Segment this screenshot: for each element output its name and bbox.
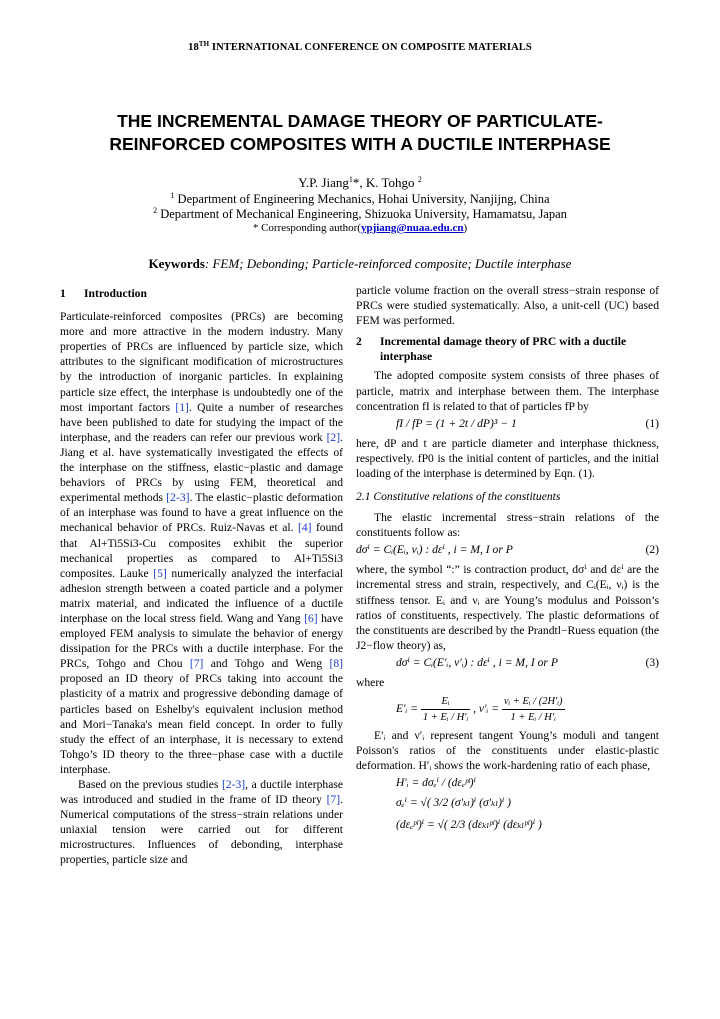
citation-link[interactable]: [5] [153,566,167,580]
section-heading-2: 2 Incremental damage theory of PRC with a ductile interphase [356,335,627,364]
section21-paragraph-3: E′ᵢ and ν′ᵢ represent tangent Young’s moduli and tangent Poisson's ratios of the constituents under elastic-plastic deformation. H′ᵢ shows the work-hardening ratio of each phase, [356,728,659,773]
section2-paragraph-2: here, dP and t are particle diameter and interphase thickness, respectively. fP0 is the initial content of particles, and the initial loading of the interphase is determined by Eqn. (1). [356,436,659,480]
equation-2: dσⁱ = Cᵢ(Eᵢ, νᵢ) : dεⁱ , i = M, I or P (2) [356,543,659,557]
intro-paragraph-1: Particulate-reinforced composites (PRCs) are becoming more and more attractive in the modern industry. Many properties of PRCs are influenced by particle size, which attributes to the significant modification of microstructures by the introduction of inorganic particles. In explaining particle size effect, the interphase is undoubtedly one of the most important factors [1]. Quite a number of researches have been published to date for studying the impact of the interphase, and the readers can refer our previous work [2]. Jiang et al. have systematically investigated the effects of the interphase on the stiffness, elastic−plastic and damage behaviors of PRCs by using FEM, theoretical and experimental methods [2-3]. The elastic−plastic deformation of an interphase was found to have a great influence on the mechanical behavior of PRCs. Ruiz-Navas et al. [4] found that Al+Ti5Si3-Cu composites exhibit the superior mechanical properties as compared to Al+Ti5Si3 composites. Lauke [5] numerically analyzed the interfacial adhesion strength between a coated particle and a polymer matrix material, and indicated the influence of a ductile interphase on the local stress field. Wang and Yang [6] have employed FEM analysis to simulate the behavior of energy dissipation for the PRCs with a ductile interphase. For the PRCs, Tohgo and Chou [7] and Tohgo and Weng [8] proposed an ID theory of PRCs taking into account the plasticity of a matrix and progressive debonding damage of particles based on Eshelby's equivalent inclusion method and Mori−Tanaka's mean field concept. In order to fully study the effect of an interphase, it is necessary to extend Tohgo’s ID theory to the three−phase case with a ductile interphase. [60,310,344,776]
affiliation-2: $^2$ Department of Mechanical Engineering, Shizuoka University, Hamamatsu, Japan [153,206,567,221]
citation-link[interactable]: [2-3] [221,778,246,791]
citation-link[interactable]: [1] [175,400,189,414]
citation-link[interactable]: [2] [326,430,341,444]
section2-paragraph-1: The adopted composite system consists of three phases of particle, matrix and interphase between them. The interphase concentration fI is related to that of particles fP by [356,369,659,413]
section-heading-introduction: 1 Introduction [60,287,147,300]
affiliation-1: $^1$ Department of Engineering Mechanics, Hohai University, Nanjijng, China [170,191,550,206]
equation-6: σₑⁱ = √( 3/2 (σ′ₖₗ)ⁱ (σ′ₖₗ)ⁱ ) [396,797,511,810]
equation-4: E′ᵢ = $\frac{\text{Eᵢ}}{\text{1 + Eᵢ / H′ᵢ}}$ , ν′ᵢ = $\frac{\text{νᵢ + Eᵢ / (2H′ᵢ)}}{\text{1 + Eᵢ / H′ᵢ}}$ [396,695,563,724]
equation-5: H′ᵢ = dσₑⁱ / (dεₑᵖˡ)ⁱ [396,777,476,790]
citation-link[interactable]: [6] [304,611,318,625]
citation-link[interactable]: [2-3] [166,491,190,505]
where-label: where [356,675,385,689]
author-list: Y.P. Jiang$^1$*, K. Tohgo $^2$ [298,175,422,190]
section21-paragraph-1: The elastic incremental stress−strain relations of the constituents follow as: [356,511,659,540]
title-line-2: REINFORCED COMPOSITES WITH A DUCTILE INTERPHASE [109,134,611,154]
intro-continuation: particle volume fraction on the overall stress−strain response of PRCs were studied systematically. Also, a unit-cell (UC) based FEM was performed. [356,284,659,328]
citation-link[interactable]: [4] [297,521,312,535]
conference-header: 18TH INTERNATIONAL CONFERENCE ON COMPOSITE MATERIALS [188,40,532,53]
email-link[interactable]: ypjiang@nuaa.edu.cn [360,222,464,234]
citation-link[interactable]: [8] [329,657,344,671]
equation-3: dσⁱ = Cᵢ(E′ᵢ, ν′ᵢ) : dεⁱ , i = M, I or P (3) [396,655,659,669]
equation-7: (dεₑᵖˡ)ⁱ = √( 2/3 (dεₖₗᵖˡ)ⁱ (dεₖₗᵖˡ)ⁱ ) [396,819,542,832]
left-column [60,286,343,868]
equation-1: fI / fP = (1 + 2t / dP)³ − 1 (1) [396,416,659,430]
keywords: Keywords: FEM; Debonding; Particle-reinforced composite; Ductile interphase [148,256,572,271]
subsection-heading-2-1: 2.1 Constitutive relations of the constituents [356,490,561,504]
citation-link[interactable]: [7] [189,657,204,671]
title-line-1: THE INCREMENTAL DAMAGE THEORY OF PARTICULATE- [117,111,603,131]
corresponding-author: * Corresponding author(ypjiang@nuaa.edu.cn) [252,222,468,234]
right-column [356,283,659,838]
citation-link[interactable]: [7] [326,793,341,807]
paper-title [40,110,680,156]
section21-paragraph-2: where, the symbol “:” is contraction product, dσⁱ and dεⁱ are the incremental stress and strain, respectively, and Cᵢ(Eᵢ, νᵢ) is the stiffness tensor. Eᵢ and νᵢ are Young’s modulus and Poisson’s ratios of constituents, respectively. The plastic deformations of the constituents are described by the Prandtl−Ruess equation (the J2−flow theory) as, [356,563,659,652]
intro-paragraph-2: Based on the previous studies [2-3], a ductile interphase was introduced and studied in the frame of ID theory [7]. Numerical computations of the stress−strain relations under uniaxial tension were carried out for different microstructures. Influences of debonding, interphase properties, particle size and [60,778,344,867]
